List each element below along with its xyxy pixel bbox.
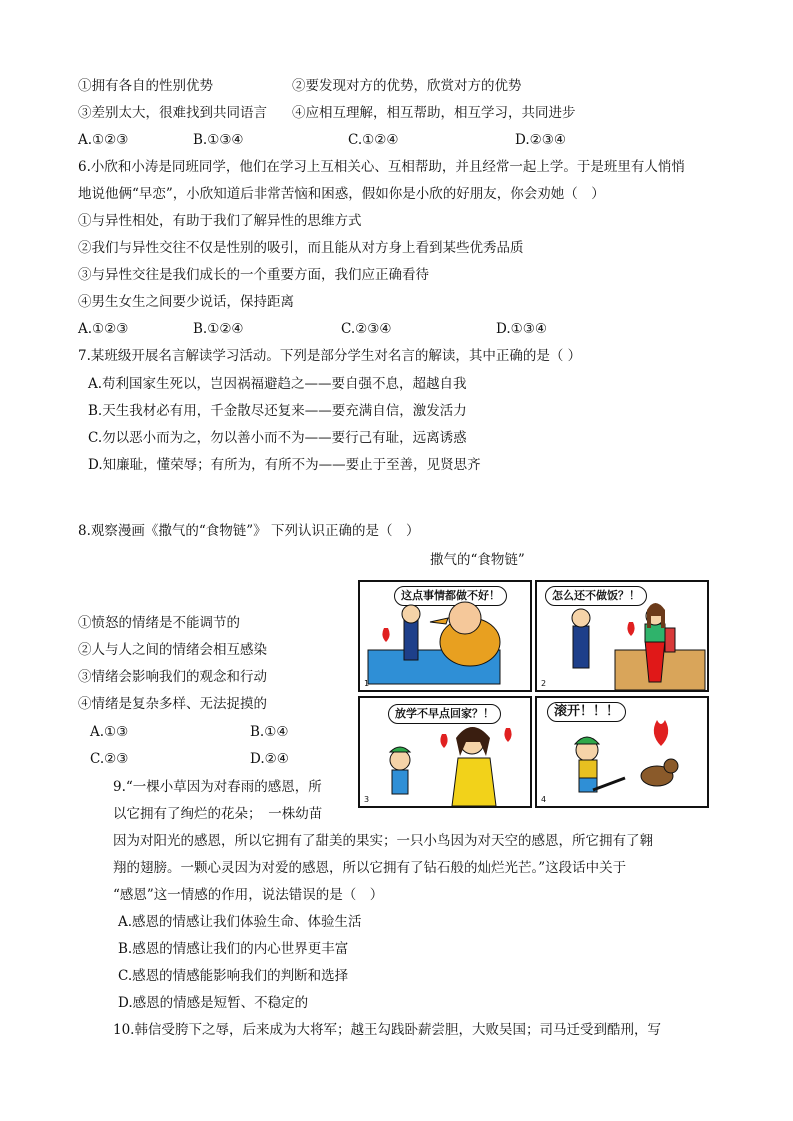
q8-answer-a: A.①③ — [90, 724, 129, 740]
q9-stem-line2: 以它拥有了绚烂的花朵； 一株幼苗 — [113, 806, 323, 822]
comic-panel-number: 4 — [541, 795, 547, 804]
q9-stem-line3: 因为对阳光的感恩，所以它拥有了甜美的果实；一只小鸟因为对天空的感恩，所它拥有了翱 — [113, 833, 653, 849]
q8-option-4: ④情绪是复杂多样、无法捉摸的 — [78, 696, 267, 712]
comic-panel-2 — [535, 580, 709, 692]
q7-option-d: D.知廉耻，懂荣辱；有所为，有所不为——要止于至善，见贤思齐 — [88, 457, 481, 473]
q6-stem-line2: 地说他俩“早恋”，小欣知道后非常苦恼和困惑，假如你是小欣的好朋友，你会劝她（ ） — [78, 186, 605, 202]
q8-stem: 8.观察漫画《撒气的“食物链”》 下列认识正确的是（ ） — [78, 523, 420, 539]
q9-option-b: B.感恩的情感让我们的内心世界更丰富 — [118, 941, 349, 957]
child-kicking-dog-illustration — [537, 698, 707, 806]
q5-answer-c: C.①②④ — [348, 132, 399, 148]
q6-answer-c: C.②③④ — [341, 321, 392, 337]
q5-option-1: ①拥有各自的性别优势 — [78, 78, 213, 94]
q5-answer-d: D.②③④ — [515, 132, 566, 148]
q5-answer-a: A.①②③ — [78, 132, 129, 148]
q7-option-b: B.天生我材必有用，千金散尽还复来——要充满自信，激发活力 — [88, 403, 467, 419]
q8-answer-c: C.②③ — [90, 751, 129, 767]
q8-answer-b: B.①④ — [250, 724, 289, 740]
q6-answer-d: D.①③④ — [496, 321, 547, 337]
q9-option-d: D.感恩的情感是短暂、不稳定的 — [118, 995, 309, 1011]
q6-option-3: ③与异性交往是我们成长的一个重要方面，我们应正确看待 — [78, 267, 429, 283]
comic-panel-number: 1 — [364, 679, 370, 688]
comic-speech-1: 这点事情都做不好！ — [394, 586, 507, 606]
comic-title: 撒气的“食物链” — [430, 552, 525, 568]
mother-child-illustration — [360, 698, 530, 806]
q6-answer-a: A.①②③ — [78, 321, 129, 337]
boss-yelling-illustration — [360, 582, 530, 690]
q6-answer-b: B.①②④ — [193, 321, 244, 337]
q7-option-a: A.苟利国家生死以，岂因祸福避趋之——要自强不息，超越自我 — [88, 376, 467, 392]
q6-stem-line1: 6.小欣和小涛是同班同学，他们在学习上互相关心、互相帮助，并且经常一起上学。于是班里有人悄悄 — [78, 159, 685, 175]
q9-stem-line5: “感恩”这一情感的作用，说法错误的是（ ） — [113, 887, 384, 903]
q8-option-1: ①愤怒的情绪是不能调节的 — [78, 615, 240, 631]
comic-panel-number: 2 — [541, 679, 547, 688]
q9-option-c: C.感恩的情感能影响我们的判断和选择 — [118, 968, 349, 984]
q7-option-c: C.勿以恶小而为之，勿以善小而不为——要行己有耻，远离诱惑 — [88, 430, 467, 446]
comic-speech-2: 怎么还不做饭？！ — [545, 586, 647, 606]
q6-option-1: ①与异性相处，有助于我们了解异性的思维方式 — [78, 213, 362, 229]
comic-panel-4 — [535, 696, 709, 808]
q5-option-3: ③差别太大，很难找到共同语言 — [78, 105, 267, 121]
q6-option-2: ②我们与异性交往不仅是性别的吸引，而且能从对方身上看到某些优秀品质 — [78, 240, 524, 256]
q5-option-4: ④应相互理解，相互帮助，相互学习，共同进步 — [292, 105, 576, 121]
comic-panel-3 — [358, 696, 532, 808]
q5-option-2: ②要发现对方的优势，欣赏对方的优势 — [292, 78, 522, 94]
q9-stem-line1: 9.“一棵小草因为对春雨的感恩，所 — [113, 779, 322, 795]
q7-stem: 7.某班级开展名言解读学习活动。下列是部分学生对名言的解读，其中正确的是（ ） — [78, 348, 582, 364]
q6-option-4: ④男生女生之间要少说话，保持距离 — [78, 294, 294, 310]
q9-stem-line4: 翔的翅膀。一颗心灵因为对爱的感恩，所以它拥有了钻石般的灿烂光芒。”这段话中关于 — [113, 860, 627, 876]
q5-answer-b: B.①③④ — [193, 132, 244, 148]
comic-strip — [358, 580, 711, 808]
husband-wife-illustration — [537, 582, 707, 690]
q10-stem-line1: 10.韩信受胯下之辱，后来成为大将军；越王勾践卧薪尝胆，大败吴国；司马迁受到酷刑，写 — [113, 1022, 661, 1038]
comic-speech-3: 放学不早点回家？！ — [388, 704, 501, 724]
q8-option-2: ②人与人之间的情绪会相互感染 — [78, 642, 267, 658]
q9-option-a: A.感恩的情感让我们体验生命、体验生活 — [118, 914, 362, 930]
comic-panel-number: 3 — [364, 795, 370, 804]
comic-panel-1 — [358, 580, 532, 692]
q8-answer-d: D.②④ — [250, 751, 289, 767]
comic-speech-4: 滚开！！！ — [547, 702, 626, 722]
q8-option-3: ③情绪会影响我们的观念和行动 — [78, 669, 267, 685]
